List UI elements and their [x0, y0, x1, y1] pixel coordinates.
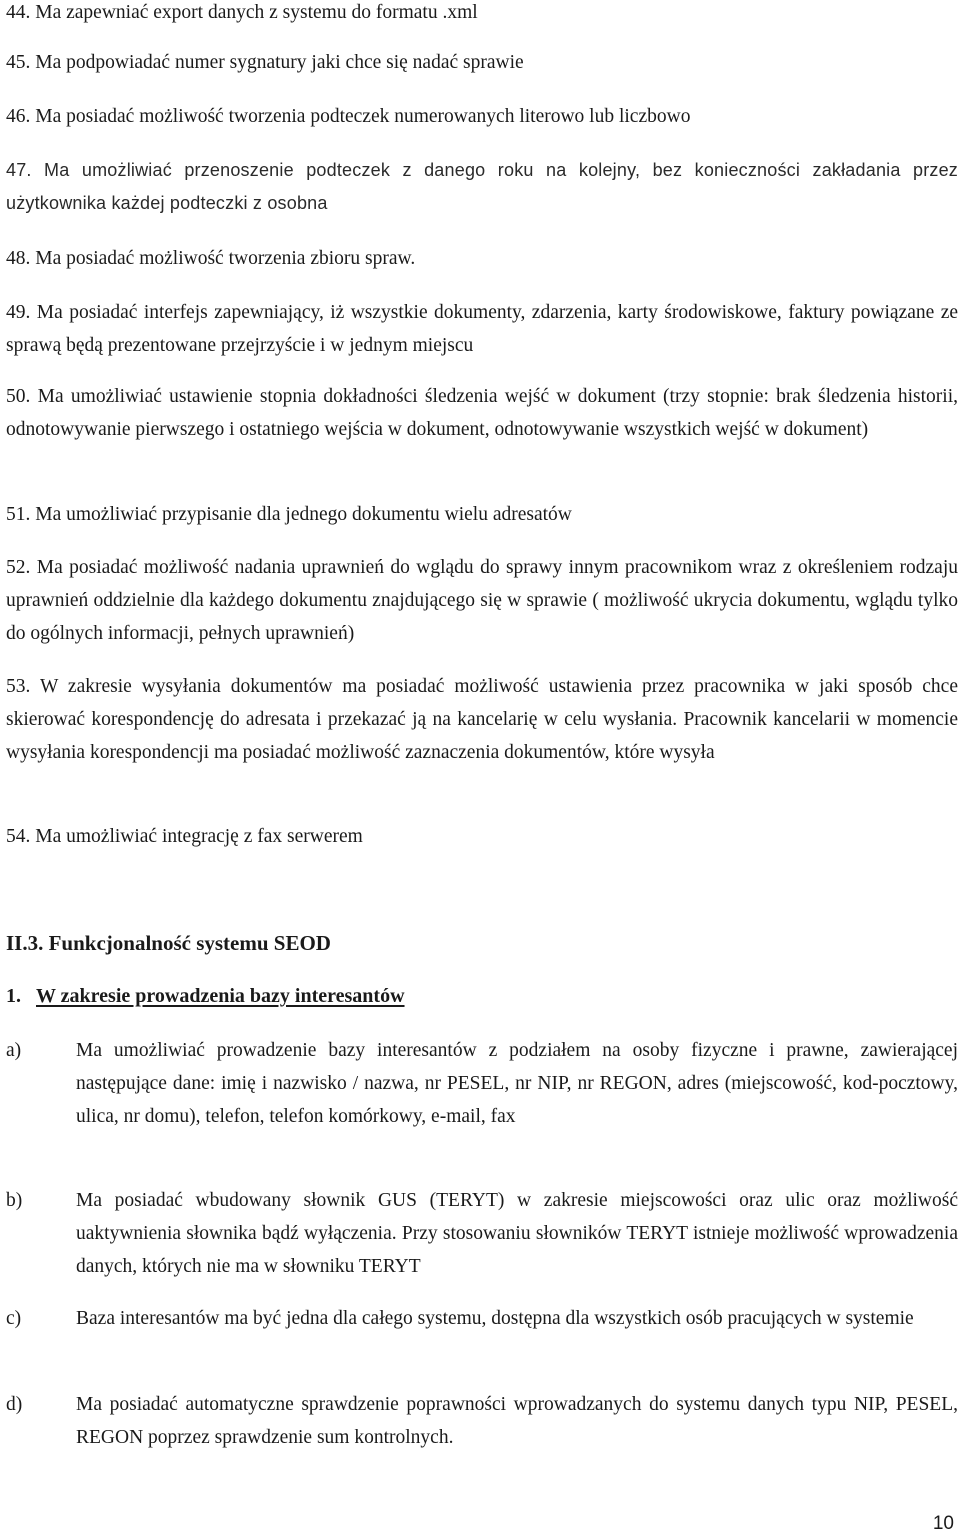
item-number: 51.	[6, 504, 31, 525]
sub-item	[6, 1388, 958, 1454]
item-text: Ma zapewniać export danych z systemu do formatu .xml	[35, 2, 478, 23]
item-text: Ma umożliwiać przypisanie dla jednego dokumentu wielu adresatów	[35, 504, 572, 525]
list-item	[6, 380, 958, 446]
sub-item-letter: b)	[6, 1190, 23, 1211]
subsection-heading	[6, 981, 405, 1011]
sub-item	[6, 1302, 958, 1335]
list-item	[6, 242, 958, 275]
sub-item	[6, 1184, 958, 1283]
item-number: 54.	[6, 826, 31, 847]
item-number: 47.	[6, 160, 32, 180]
sub-item-letter: c)	[6, 1308, 22, 1329]
item-text: Ma posiadać możliwość nadania uprawnień do wglądu do sprawy innym pracownikom wraz z określeniem rodzaju uprawnień oddzielnie dla każdego dokumentu znajdującego się w sprawie ( możliwość ukrycia dokumentu, wglądu tylko do ogólnych informacji, pełnych uprawnień)	[6, 557, 959, 644]
item-number: 48.	[6, 248, 31, 269]
sub-item-letter: a)	[6, 1040, 22, 1061]
sub-item-text: Ma umożliwiać prowadzenie bazy interesantów z podziałem na osoby fizyczne i prawne, zawierającej następujące dane: imię i nazwisko / nazwa, nr PESEL, nr NIP, nr REGON, adres (miejscowość, kod-pocztowy, ulica, nr domu), telefon, telefon komórkowy, e-mail, fax	[76, 1040, 958, 1127]
item-number: 45.	[6, 52, 31, 73]
sub-item-text: Ma posiadać wbudowany słownik GUS (TERYT) w zakresie miejscowości oraz ulic oraz możliwość uaktywnienia słownika bądź wyłączenia. Przy stosowaniu słowników TERYT istnieje możliwość wprowadzenia danych, których nie ma w słowniku TERYT	[76, 1190, 958, 1277]
sub-item	[6, 1034, 958, 1133]
list-item	[6, 551, 958, 650]
item-text: Ma posiadać możliwość tworzenia zbioru spraw.	[35, 248, 416, 269]
list-item	[6, 0, 958, 29]
list-item	[6, 154, 958, 220]
item-text: W zakresie wysyłania dokumentów ma posiadać możliwość ustawienia przez pracownika w jaki sposób chce skierować korespondencję do adresata i przekazać ją na kancelarię w celu wysłania. Pracownik kancelarii w momencie wysyłania korespondencji ma posiadać możliwość zaznaczenia dokumentów, które wysyła	[6, 676, 958, 763]
subsection-title: W zakresie prowadzenia bazy interesantów	[36, 985, 405, 1007]
list-item	[6, 498, 958, 531]
item-text: Ma posiadać możliwość tworzenia podteczek numerowanych literowo lub liczbowo	[35, 106, 691, 127]
section-heading: II.3. Funkcjonalność systemu SEOD	[6, 931, 331, 955]
sub-item-text: Baza interesantów ma być jedna dla całego systemu, dostępna dla wszystkich osób pracujących w systemie	[76, 1308, 914, 1329]
item-number: 50.	[6, 386, 31, 407]
list-item	[6, 100, 958, 133]
item-number: 52.	[6, 557, 31, 578]
item-text: Ma posiadać interfejs zapewniający, iż wszystkie dokumenty, zdarzenia, karty środowiskowe, faktury powiązane ze sprawą będą prezentowane przejrzyście i w jednym miejscu	[6, 302, 959, 356]
item-number: 53.	[6, 676, 31, 697]
item-text: Ma umożliwiać integrację z fax serwerem	[35, 826, 363, 847]
list-item	[6, 820, 958, 853]
item-text: Ma umożliwiać przenoszenie podteczek z danego roku na kolejny, bez konieczności zakładania przez użytkownika każdej podteczki z osobna	[6, 160, 958, 213]
item-number: 49.	[6, 302, 31, 323]
list-item	[6, 296, 958, 362]
sub-item-text: Ma posiadać automatyczne sprawdzenie poprawności wprowadzanych do systemu danych typu NIP, PESEL, REGON poprzez sprawdzenie sum kontrolnych.	[76, 1394, 958, 1448]
item-text: Ma podpowiadać numer sygnatury jaki chce się nadać sprawie	[35, 52, 524, 73]
item-number: 46.	[6, 106, 31, 127]
list-item	[6, 670, 958, 769]
sub-item-letter: d)	[6, 1394, 23, 1415]
page-number: 10	[932, 1513, 954, 1534]
item-text: Ma umożliwiać ustawienie stopnia dokładności śledzenia wejść w dokument (trzy stopnie: brak śledzenia historii, odnotowywanie pierwszego i ostatniego wejścia w dokument, odnotowywanie wszystkich wejść w dokument)	[6, 386, 959, 440]
item-number: 44.	[6, 2, 31, 23]
list-item	[6, 46, 958, 79]
subsection-number: 1.	[6, 985, 21, 1007]
